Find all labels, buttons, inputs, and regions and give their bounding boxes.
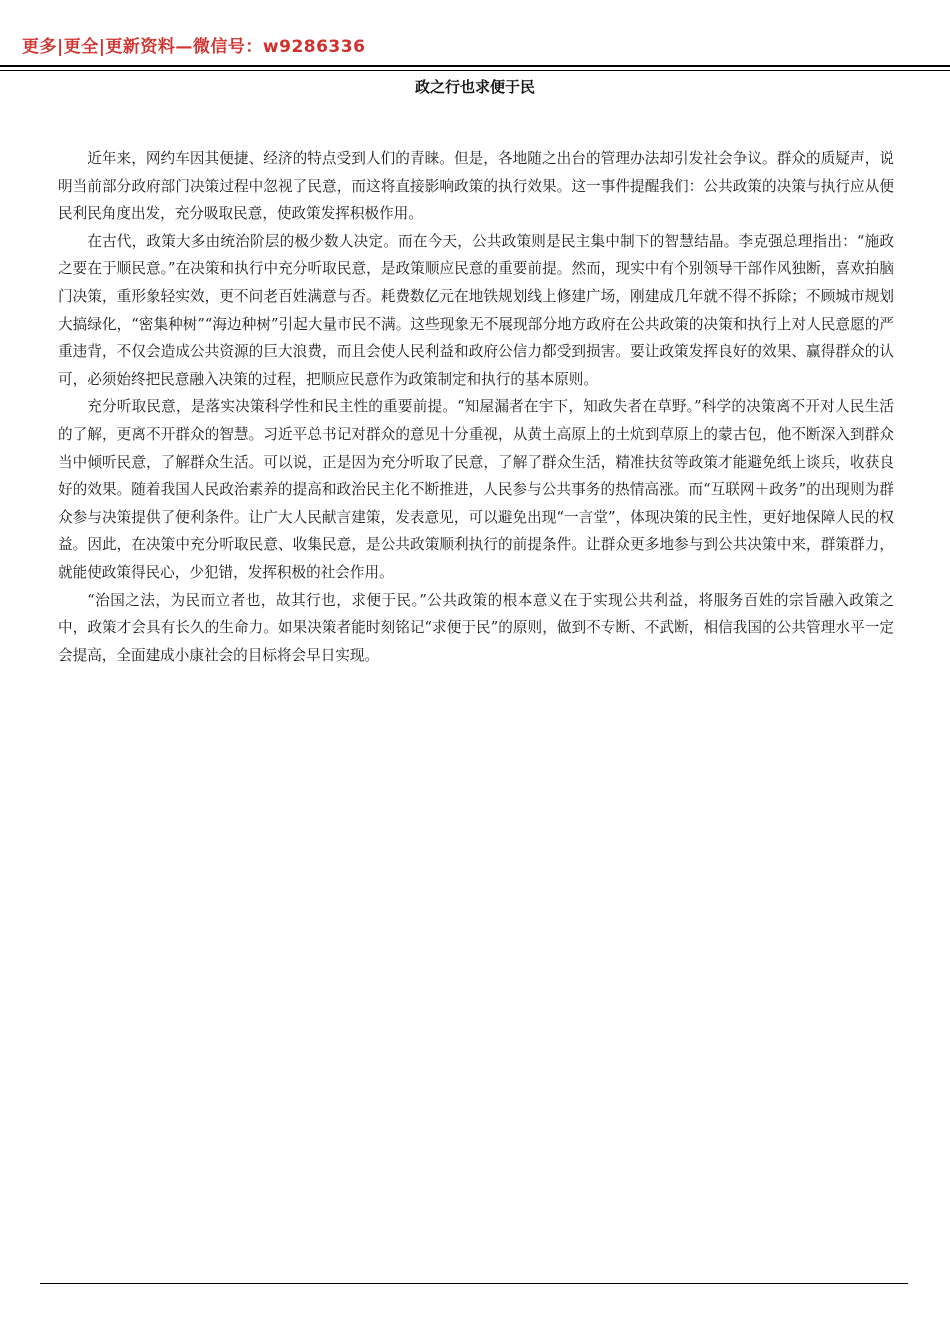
document-title: 政之行也求便于民 bbox=[414, 78, 535, 96]
paragraph-3: 充分听取民意，是落实决策科学性和民主性的重要前提。“知屋漏者在宇下，知政失者在草野。”科学的决策离不开对人民生活的了解，更离不开群众的智慧。习近平总书记对群众的意见十分重视，从黄土高原上的土炕到草原上的蒙古包，他不断深入到群众当中倾听民意，了解群众生活。可以说，正是因为充分听取了民意，了解了群众生活，精准扶贫等政策才能避免纸上谈兵，收获良好的效果。随着我国人民政治素养的提高和政治民主化不断推进，人民参与公共事务的热情高涨。而“互联网＋政务”的出现则为群众参与决策提供了便利条件。让广大人民献言建策，发表意见，可以避免出现“一言堂”，体现决策的民主性，更好地保障人民的权益。因此，在决策中充分听取民意、收集民意，是公共政策顺利执行的前提条件。让群众更多地参与到公共决策中来，群策群力，就能使政策得民心，少犯错，发挥积极的社会作用。 bbox=[58, 398, 894, 581]
paragraph-4: “治国之法，为民而立者也，故其行也，求便于民。”公共政策的根本意义在于实现公共利益，将服务百姓的宗旨融入政策之中，政策才会具有长久的生命力。如果决策者能时刻铭记“求便于民”的原则，做到不专断、不武断，相信我国的公共管理水平一定会提高，全面建成小康社会的目标将会早日实现。 bbox=[58, 591, 894, 664]
paragraph-1: 近年来，网约车因其便捷、经济的特点受到人们的青睐。但是，各地随之出台的管理办法却引发社会争议。群众的质疑声，说明当前部分政府部门决策过程中忽视了民意，而这将直接影响政策的执行效果。这一事件提醒我们：公共政策的决策与执行应从便民利民角度出发，充分吸取民意，使政策发挥积极作用。 bbox=[58, 150, 894, 223]
paragraph-2: 在古代，政策大多由统治阶层的极少数人决定。而在今天，公共政策则是民主集中制下的智慧结晶。李克强总理指出：“施政之要在于顺民意。”在决策和执行中充分听取民意，是政策顺应民意的重要前提。然而，现实中有个别领导干部作风独断，喜欢拍脑门决策，重形象轻实效，更不问老百姓满意与否。耗费数亿元在地铁规划线上修建广场，刚建成几年就不得不拆除；不顾城市规划大搞绿化，“密集种树”“海边种树”引起大量市民不满。这些现象无不展现部分地方政府在公共政策的决策和执行上对人民意愿的严重违背，不仅会造成公共资源的巨大浪费，而且会使人民利益和政府公信力都受到损害。要让政策发挥良好的效果、赢得群众的认可，必须始终把民意融入决策的过程，把顺应民意作为政策制定和执行的基本原则。 bbox=[58, 232, 894, 388]
header-rule-thin bbox=[0, 70, 950, 71]
header-rule-thick bbox=[0, 65, 950, 67]
article-body bbox=[58, 145, 894, 669]
header-banner: 更多|更全|更新资料—微信号：w9286336 bbox=[22, 37, 366, 57]
footer-rule bbox=[40, 1283, 908, 1284]
